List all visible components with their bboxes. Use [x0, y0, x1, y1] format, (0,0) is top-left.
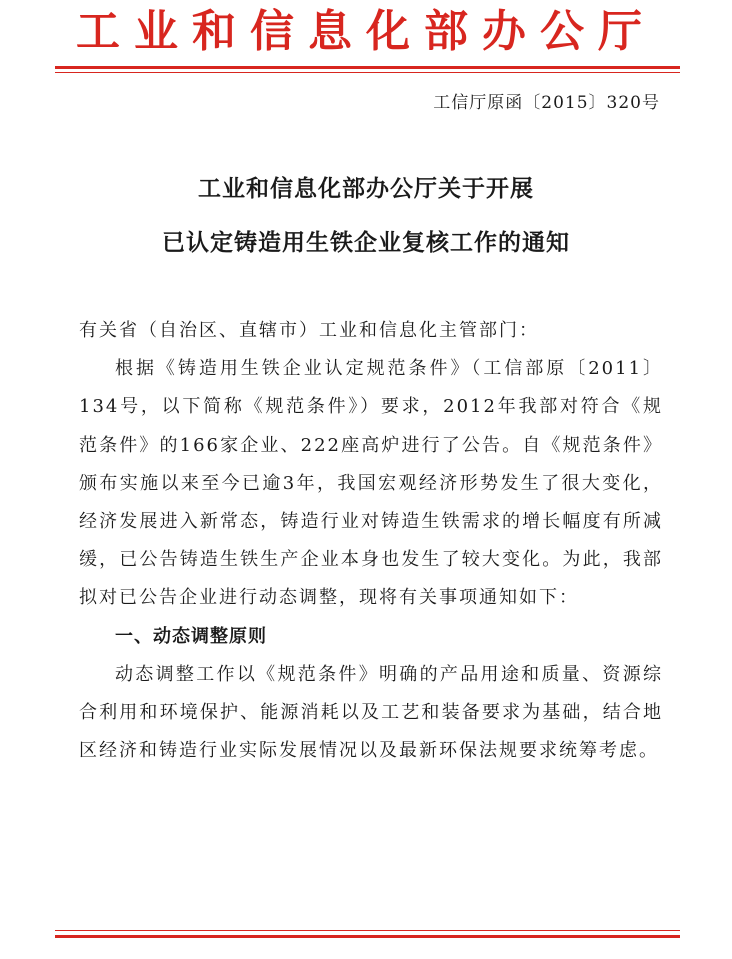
header-rule-thick: [55, 66, 680, 69]
paragraph-1: 根据《铸造用生铁企业认定规范条件》（工信部原〔2011〕134号，以下简称《规范条件》）要求，2012年我部对符合《规范条件》的166家企业、222座高炉进行了公告。自《规范条件》颁布实施以来至今已逾3年，我国宏观经济形势发生了很大变化，经济发展进入新常态，铸造行业对铸造生铁需求的增长幅度有所减缓，已公告铸造生铁生产企业本身也发生了较大变化。为此，我部拟对已公告企业进行动态调整，现将有关事项通知如下：: [79, 358, 663, 609]
document-title-line-1: 工业和信息化部办公厅关于开展: [198, 175, 534, 202]
masthead-title: 工业和信息化部办公厅: [76, 6, 656, 57]
section-heading-1: 一、动态调整原则: [115, 625, 267, 647]
document-title-line-2: 已认定铸造用生铁企业复核工作的通知: [162, 229, 570, 256]
document-number: 工信厅原函〔2015〕320号: [433, 93, 660, 113]
footer-rule-thin: [55, 930, 680, 931]
document-body: [79, 312, 663, 770]
paragraph-2: 动态调整工作以《规范条件》明确的产品用途和质量、资源综合利用和环境保护、能源消耗以及工艺和装备要求为基础，结合地区经济和铸造行业实际发展情况以及最新环保法规要求统筹考虑。: [79, 663, 663, 762]
header-rule-thin: [55, 72, 680, 73]
footer-rule-thick: [55, 935, 680, 938]
salutation: 有关省（自治区、直辖市）工业和信息化主管部门：: [79, 320, 539, 341]
